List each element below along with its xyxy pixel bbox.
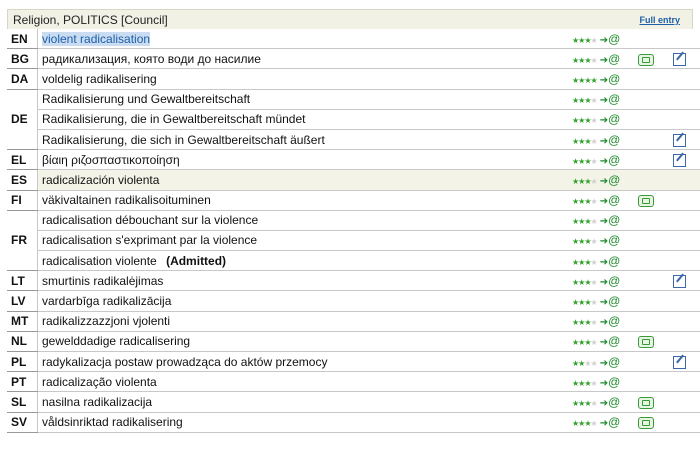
term-cell[interactable] bbox=[38, 412, 573, 432]
star-icon: ★ bbox=[590, 35, 597, 45]
star-icon: ★ bbox=[578, 257, 585, 267]
entry-header bbox=[7, 9, 693, 29]
star-icon: ★ bbox=[584, 277, 591, 287]
term-row bbox=[7, 69, 700, 89]
star-icon: ★ bbox=[572, 55, 579, 65]
term-text: smurtinis radikalėjimas bbox=[42, 273, 164, 288]
language-code: EL bbox=[7, 150, 38, 170]
term-row bbox=[7, 210, 700, 230]
star-icon: ★ bbox=[590, 318, 597, 328]
admitted-status: (Admitted) bbox=[162, 253, 227, 268]
full-entry-link[interactable]: Full entry bbox=[639, 14, 680, 25]
term-text: väkivaltainen radikalisoituminen bbox=[42, 193, 211, 208]
reliability-stars bbox=[572, 318, 597, 327]
star-icon: ★ bbox=[572, 96, 579, 106]
note-edit-icon[interactable] bbox=[673, 134, 686, 147]
star-icon: ★ bbox=[578, 75, 585, 85]
star-icon: ★ bbox=[572, 298, 579, 308]
term-cell[interactable] bbox=[38, 150, 573, 170]
star-icon: ★ bbox=[578, 217, 585, 227]
star-icon: ★ bbox=[578, 318, 585, 328]
term-cell[interactable] bbox=[38, 29, 573, 49]
star-icon: ★ bbox=[584, 176, 591, 186]
reliability-stars bbox=[572, 177, 597, 186]
star-icon: ★ bbox=[584, 257, 591, 267]
star-icon: ★ bbox=[584, 358, 591, 368]
star-icon: ★ bbox=[578, 156, 585, 166]
reliability-stars bbox=[572, 379, 597, 388]
language-code: LV bbox=[7, 291, 38, 311]
star-icon: ★ bbox=[584, 217, 591, 227]
term-row bbox=[7, 251, 700, 271]
reference-at-icon[interactable]: ➔@ bbox=[599, 294, 621, 309]
star-icon: ★ bbox=[590, 419, 597, 429]
term-text: voldelig radikalisering bbox=[42, 71, 157, 86]
reference-at-icon[interactable]: ➔@ bbox=[599, 112, 621, 127]
star-icon: ★ bbox=[572, 156, 579, 166]
term-cell[interactable] bbox=[38, 109, 573, 129]
reference-at-icon[interactable]: ➔@ bbox=[599, 415, 621, 430]
term-cell[interactable] bbox=[38, 271, 573, 291]
star-icon: ★ bbox=[572, 338, 579, 348]
term-row bbox=[7, 129, 700, 149]
star-icon: ★ bbox=[572, 257, 579, 267]
language-code: FI bbox=[7, 190, 38, 210]
language-code: PL bbox=[7, 352, 38, 372]
star-icon: ★ bbox=[578, 176, 585, 186]
reliability-stars bbox=[572, 298, 597, 307]
star-icon: ★ bbox=[584, 237, 591, 247]
term-text: Radikalisierung, die in Gewaltbereitschaft mündet bbox=[42, 112, 306, 127]
star-icon: ★ bbox=[590, 237, 597, 247]
reliability-stars bbox=[572, 419, 597, 428]
language-code: DE bbox=[7, 89, 38, 150]
reference-at-icon[interactable]: ➔@ bbox=[599, 132, 621, 147]
star-icon: ★ bbox=[584, 197, 591, 207]
term-text: vardarbīga radikalizācija bbox=[42, 294, 172, 309]
star-icon: ★ bbox=[590, 116, 597, 126]
abbreviation-frame-icon[interactable] bbox=[638, 397, 654, 409]
term-cell[interactable] bbox=[38, 89, 573, 109]
reliability-stars bbox=[572, 116, 597, 125]
reliability-stars bbox=[572, 338, 597, 347]
term-cell[interactable] bbox=[38, 251, 573, 271]
star-icon: ★ bbox=[590, 398, 597, 408]
star-icon: ★ bbox=[572, 75, 579, 85]
term-cell[interactable] bbox=[38, 352, 573, 372]
language-code: ES bbox=[7, 170, 38, 190]
note-edit-icon[interactable] bbox=[673, 356, 686, 369]
term-text: Radikalisierung, die sich in Gewaltbereitschaft äußert bbox=[42, 132, 325, 147]
star-icon: ★ bbox=[584, 96, 591, 106]
term-row bbox=[7, 190, 700, 210]
note-edit-icon[interactable] bbox=[673, 53, 686, 66]
term-cell[interactable] bbox=[38, 170, 573, 190]
reliability-stars bbox=[572, 137, 597, 146]
star-icon: ★ bbox=[572, 237, 579, 247]
reliability-stars bbox=[572, 157, 597, 166]
term-cell[interactable] bbox=[38, 190, 573, 210]
reliability-stars bbox=[572, 56, 597, 65]
star-icon: ★ bbox=[578, 338, 585, 348]
reference-at-icon[interactable]: ➔@ bbox=[599, 394, 621, 409]
reference-at-icon[interactable]: ➔@ bbox=[599, 314, 621, 329]
reference-at-icon[interactable]: ➔@ bbox=[599, 92, 621, 107]
term-cell[interactable] bbox=[38, 210, 573, 230]
star-icon: ★ bbox=[572, 136, 579, 146]
reliability-stars bbox=[572, 399, 597, 408]
star-icon: ★ bbox=[584, 378, 591, 388]
domain-label: Religion, POLITICS [Council] bbox=[13, 12, 168, 27]
language-code: EN bbox=[7, 29, 38, 49]
term-text: radicalización violenta bbox=[42, 172, 160, 187]
term-text: βίαιη ριζοσπαστικοποίηση bbox=[42, 152, 180, 167]
term-cell[interactable] bbox=[38, 291, 573, 311]
term-text: nasilna radikalizacija bbox=[42, 394, 153, 409]
abbreviation-frame-icon[interactable] bbox=[638, 54, 654, 66]
term-row bbox=[7, 311, 700, 331]
star-icon: ★ bbox=[578, 298, 585, 308]
term-row bbox=[7, 230, 700, 250]
term-cell[interactable] bbox=[38, 129, 573, 149]
language-code: DA bbox=[7, 69, 38, 89]
star-icon: ★ bbox=[578, 419, 585, 429]
term-cell[interactable] bbox=[38, 392, 573, 412]
abbreviation-frame-icon[interactable] bbox=[638, 195, 654, 207]
term-row bbox=[7, 352, 700, 372]
star-icon: ★ bbox=[584, 156, 591, 166]
term-row bbox=[7, 109, 700, 129]
language-code: PT bbox=[7, 372, 38, 392]
reference-at-icon[interactable]: ➔@ bbox=[599, 233, 621, 248]
reference-at-icon[interactable]: ➔@ bbox=[599, 253, 621, 268]
language-code: NL bbox=[7, 331, 38, 351]
reference-at-icon[interactable]: ➔@ bbox=[599, 213, 621, 228]
term-cell[interactable] bbox=[38, 49, 573, 69]
star-icon: ★ bbox=[584, 55, 591, 65]
term-row bbox=[7, 291, 700, 311]
star-icon: ★ bbox=[590, 197, 597, 207]
star-icon: ★ bbox=[590, 96, 597, 106]
star-icon: ★ bbox=[590, 136, 597, 146]
term-cell[interactable] bbox=[38, 230, 573, 250]
star-icon: ★ bbox=[590, 217, 597, 227]
reference-at-icon[interactable]: ➔@ bbox=[599, 172, 621, 187]
term-text: violent radicalisation bbox=[42, 31, 151, 46]
star-icon: ★ bbox=[572, 318, 579, 328]
term-row bbox=[7, 331, 700, 351]
language-code: SV bbox=[7, 412, 38, 432]
term-text: radicalisation débouchant sur la violence bbox=[42, 213, 259, 228]
reliability-stars bbox=[572, 258, 597, 267]
term-row bbox=[7, 150, 700, 170]
star-icon: ★ bbox=[578, 277, 585, 287]
term-text: radicalização violenta bbox=[42, 374, 157, 389]
term-cell[interactable] bbox=[38, 331, 573, 351]
reference-at-icon[interactable]: ➔@ bbox=[599, 31, 621, 46]
iate-entry-panel bbox=[7, 9, 693, 433]
term-row bbox=[7, 412, 700, 432]
star-icon: ★ bbox=[590, 55, 597, 65]
term-text: radykalizacja postaw prowadząca do aktów przemocy bbox=[42, 354, 328, 369]
star-icon: ★ bbox=[584, 419, 591, 429]
star-icon: ★ bbox=[590, 156, 597, 166]
reliability-stars bbox=[572, 36, 597, 45]
term-text: radicalisation s'exprimant par la violence bbox=[42, 233, 258, 248]
language-code: SL bbox=[7, 392, 38, 412]
abbreviation-frame-icon[interactable] bbox=[638, 336, 654, 348]
term-row bbox=[7, 271, 700, 291]
term-row bbox=[7, 392, 700, 412]
reference-at-icon[interactable]: ➔@ bbox=[599, 71, 621, 86]
terms-table bbox=[7, 29, 700, 433]
star-icon: ★ bbox=[584, 75, 591, 85]
language-code: FR bbox=[7, 210, 38, 271]
star-icon: ★ bbox=[572, 35, 579, 45]
star-icon: ★ bbox=[590, 338, 597, 348]
term-text: våldsinriktad radikalisering bbox=[42, 415, 183, 430]
reliability-stars bbox=[572, 76, 597, 85]
term-cell[interactable] bbox=[38, 311, 573, 331]
star-icon: ★ bbox=[572, 398, 579, 408]
star-icon: ★ bbox=[578, 55, 585, 65]
star-icon: ★ bbox=[590, 176, 597, 186]
term-text: radikalizzazzjoni vjolenti bbox=[42, 314, 171, 329]
star-icon: ★ bbox=[584, 35, 591, 45]
language-code: BG bbox=[7, 49, 38, 69]
reference-at-icon[interactable]: ➔@ bbox=[599, 51, 621, 66]
note-edit-icon[interactable] bbox=[673, 275, 686, 288]
star-icon: ★ bbox=[572, 358, 579, 368]
star-icon: ★ bbox=[572, 277, 579, 287]
star-icon: ★ bbox=[578, 197, 585, 207]
star-icon: ★ bbox=[578, 116, 585, 126]
reliability-stars bbox=[572, 96, 597, 105]
reference-at-icon[interactable]: ➔@ bbox=[599, 334, 621, 349]
reliability-stars bbox=[572, 237, 597, 246]
star-icon: ★ bbox=[578, 378, 585, 388]
term-cell[interactable] bbox=[38, 372, 573, 392]
term-row bbox=[7, 372, 700, 392]
reference-at-icon[interactable]: ➔@ bbox=[599, 193, 621, 208]
star-icon: ★ bbox=[590, 257, 597, 267]
star-icon: ★ bbox=[584, 116, 591, 126]
reference-at-icon[interactable]: ➔@ bbox=[599, 152, 621, 167]
term-text: gewelddadige radicalisering bbox=[42, 334, 191, 349]
star-icon: ★ bbox=[590, 378, 597, 388]
language-code: LT bbox=[7, 271, 38, 291]
reliability-stars bbox=[572, 197, 597, 206]
star-icon: ★ bbox=[572, 197, 579, 207]
star-icon: ★ bbox=[572, 176, 579, 186]
term-text: Radikalisierung und Gewaltbereitschaft bbox=[42, 92, 251, 107]
term-cell[interactable] bbox=[38, 69, 573, 89]
reference-at-icon[interactable]: ➔@ bbox=[599, 354, 621, 369]
term-row bbox=[7, 170, 700, 190]
star-icon: ★ bbox=[590, 358, 597, 368]
star-icon: ★ bbox=[584, 398, 591, 408]
star-icon: ★ bbox=[584, 338, 591, 348]
star-icon: ★ bbox=[590, 75, 597, 85]
star-icon: ★ bbox=[572, 217, 579, 227]
star-icon: ★ bbox=[578, 35, 585, 45]
star-icon: ★ bbox=[590, 277, 597, 287]
star-icon: ★ bbox=[578, 398, 585, 408]
star-icon: ★ bbox=[584, 136, 591, 146]
star-icon: ★ bbox=[578, 237, 585, 247]
star-icon: ★ bbox=[584, 298, 591, 308]
abbreviation-frame-icon[interactable] bbox=[638, 417, 654, 429]
term-row bbox=[7, 49, 700, 69]
star-icon: ★ bbox=[572, 419, 579, 429]
term-text: radicalisation violente bbox=[42, 253, 157, 268]
note-edit-icon[interactable] bbox=[673, 154, 686, 167]
star-icon: ★ bbox=[590, 298, 597, 308]
term-row bbox=[7, 29, 700, 49]
reliability-stars bbox=[572, 359, 597, 368]
term-row bbox=[7, 89, 700, 109]
reference-at-icon[interactable]: ➔@ bbox=[599, 273, 621, 288]
reliability-stars bbox=[572, 217, 597, 226]
star-icon: ★ bbox=[578, 136, 585, 146]
star-icon: ★ bbox=[584, 318, 591, 328]
star-icon: ★ bbox=[572, 378, 579, 388]
star-icon: ★ bbox=[578, 96, 585, 106]
reference-at-icon[interactable]: ➔@ bbox=[599, 374, 621, 389]
star-icon: ★ bbox=[572, 116, 579, 126]
star-icon: ★ bbox=[578, 358, 585, 368]
reliability-stars bbox=[572, 278, 597, 287]
term-text: радикализация, която води до насилие bbox=[42, 51, 261, 66]
language-code: MT bbox=[7, 311, 38, 331]
